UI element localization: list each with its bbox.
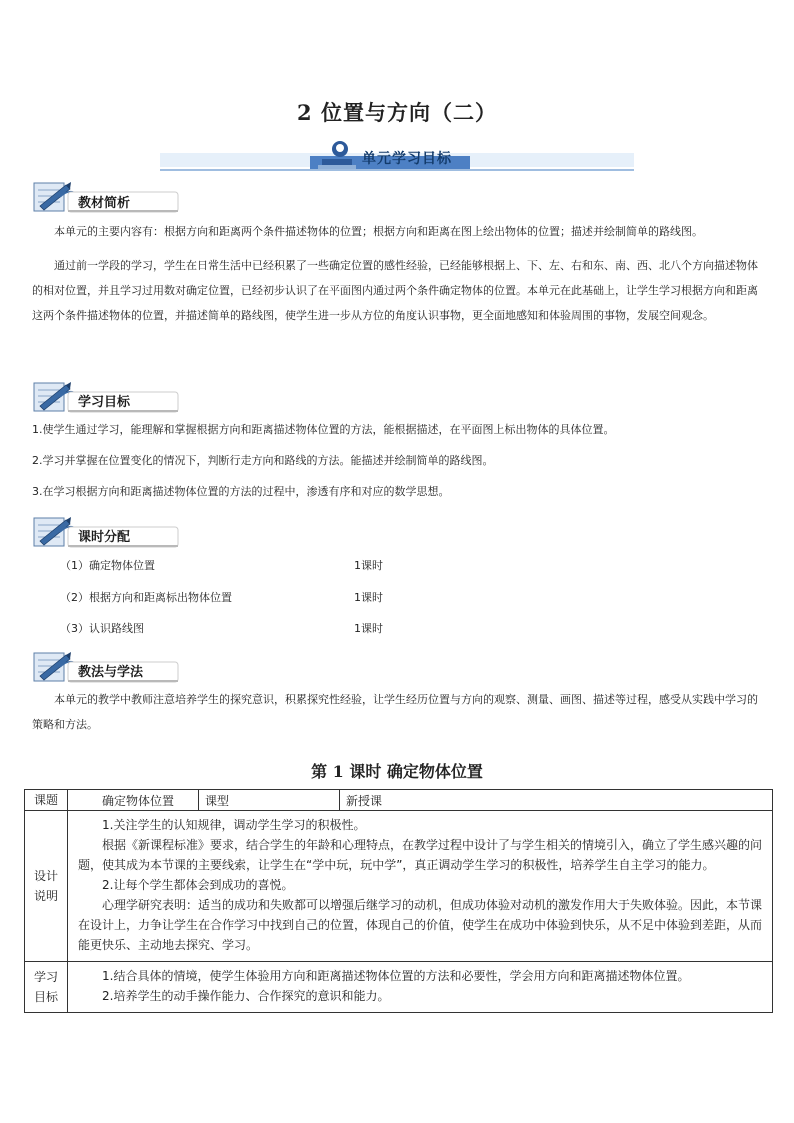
lesson-title: 第 1 课时 确定物体位置 xyxy=(311,762,483,781)
section-allocation-heading: 课时分配 xyxy=(78,530,131,545)
allocation-hours-3: 1课时 xyxy=(354,622,383,635)
objectives-label: 学习目标 xyxy=(25,962,68,1013)
design-paragraph-1: 1.关注学生的认知规律，调动学生学习的积极性。 xyxy=(102,818,366,832)
goal-item-2: 2.学习并掌握在位置变化的情况下，判断行走方向和路线的方法。能描述并绘制简单的路线图。 xyxy=(32,454,494,467)
allocation-name-3: （3）认识路线图 xyxy=(60,622,144,635)
topic-label: 课题 xyxy=(25,790,68,811)
goal-item-1: 1.使学生通过学习，能理解和掌握根据方向和距离描述物体位置的方法，能根据描述，在平面图上标出物体的具体位置。 xyxy=(32,423,615,436)
design-content xyxy=(68,811,773,962)
objective-paragraph-2: 2.培养学生的动手操作能力、合作探究的意识和能力。 xyxy=(102,989,390,1003)
design-paragraph-3: 2.让每个学生都体会到成功的喜悦。 xyxy=(102,878,294,892)
allocation-name-2: （2）根据方向和距离标出物体位置 xyxy=(60,591,232,604)
allocation-name-1: （1）确定物体位置 xyxy=(60,559,155,572)
page-title: 2 位置与方向（二） xyxy=(297,100,497,125)
design-paragraph-2: 根据《新课程标准》要求，结合学生的年龄和心理特点，在教学过程中设计了与学生相关的情境引入，确立了学生感兴趣的问题，使其成为本节课的主要线索，让学生在“学中玩，玩中学”，真正调动学生学习的积极性，培养学生自主学习的能力。 xyxy=(78,838,763,872)
analysis-paragraph-2: 通过前一学段的学习，学生在日常生活中已经积累了一些确定位置的感性经验，已经能够根据上、下、左、右和东、南、西、北八个方向描述物体的相对位置，并且学习过用数对确定位置，已经初步认识了在平面图内通过两个条件确定物体的位置。本单元在此基础上，让学生学习根据方向和距离这两个条件描述物体的位置，并描述简单的路线图，使学生进一步从方位的角度认识事物，更全面地感知和体验周围的事物，发展空间观念。 xyxy=(32,259,758,322)
goal-item-3: 3.在学习根据方向和距离描述物体位置的方法的过程中，渗透有序和对应的数学思想。 xyxy=(32,485,450,498)
type-value: 新授课 xyxy=(340,790,773,811)
type-label: 课型 xyxy=(199,790,340,811)
objectives-content xyxy=(68,962,773,1013)
section-methods-heading: 教法与学法 xyxy=(78,665,144,680)
analysis-paragraph-1: 本单元的主要内容有：根据方向和距离两个条件描述物体的位置；根据方向和距离在图上绘出物体的位置；描述并绘制简单的路线图。 xyxy=(54,225,703,238)
methods-paragraph: 本单元的教学中教师注意培养学生的探究意识，积累探究性经验，让学生经历位置与方向的观察、测量、画图、描述等过程，感受从实践中学习的策略和方法。 xyxy=(32,693,758,731)
allocation-hours-2: 1课时 xyxy=(354,591,383,604)
objective-paragraph-1: 1.结合具体的情境，使学生体验用方向和距离描述物体位置的方法和必要性，学会用方向和距离描述物体位置。 xyxy=(102,969,690,983)
section-analysis-heading: 教材简析 xyxy=(78,196,131,211)
topic-value: 确定物体位置 xyxy=(68,790,199,811)
banner-label: 单元学习目标 xyxy=(362,151,452,167)
design-label: 设计说明 xyxy=(25,811,68,962)
design-paragraph-4: 心理学研究表明：适当的成功和失败都可以增强后继学习的动机，但成功体验对动机的激发作用大于失败体验。因此，本节课在设计上，力争让学生在合作学习中找到自己的位置，体现自己的价值，使学生在成功中体验到快乐，从不足中体验到差距，从而能更快乐、主动地去探究、学习。 xyxy=(78,898,763,952)
allocation-hours-1: 1课时 xyxy=(354,559,383,572)
lesson-plan-table xyxy=(24,789,773,1013)
section-goals-heading: 学习目标 xyxy=(78,395,131,410)
